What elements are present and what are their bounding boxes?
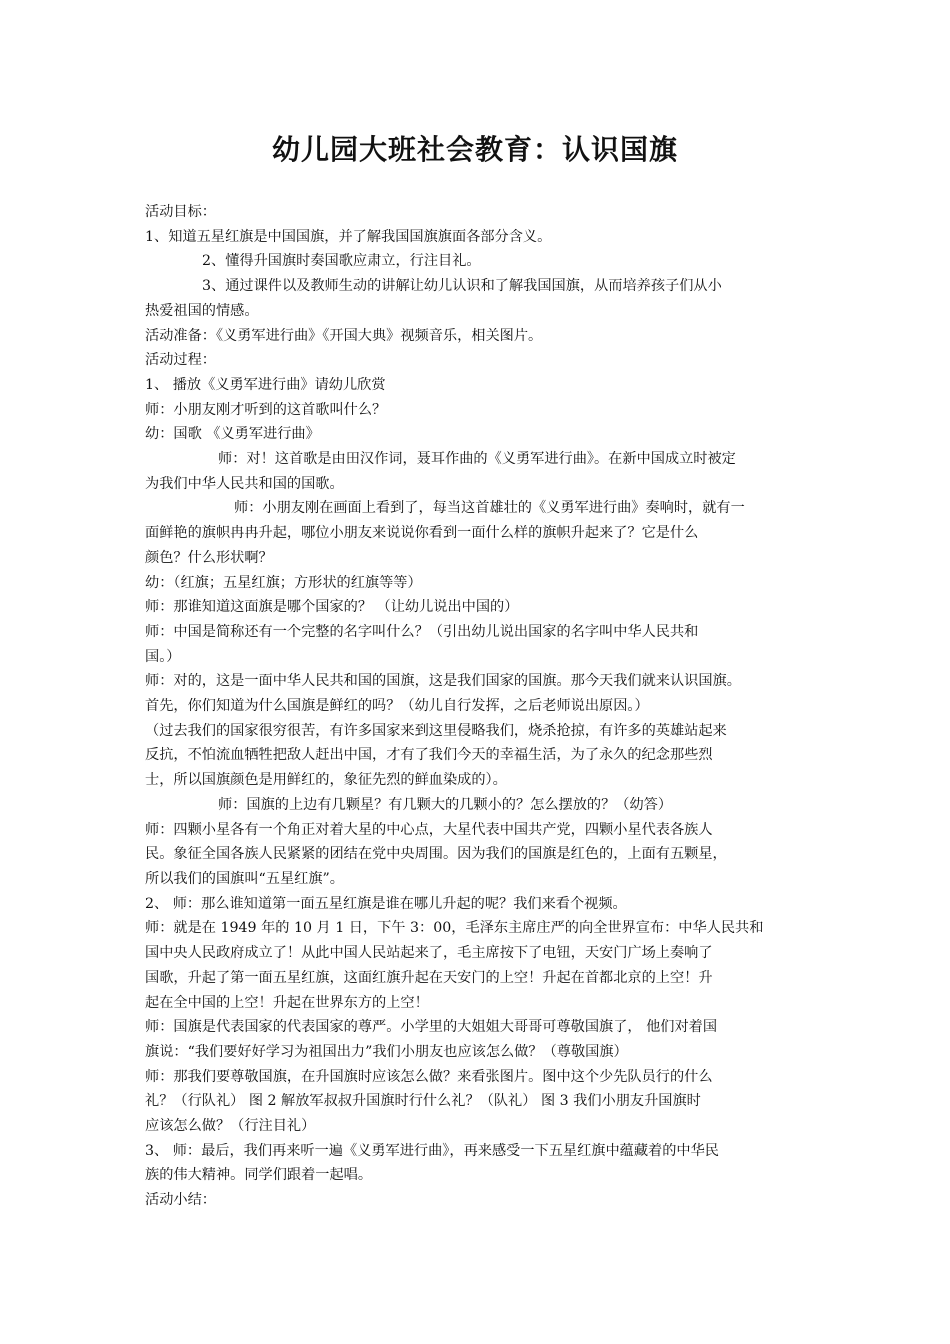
- text-line: 师：那谁知道这面旗是哪个国家的？ （让幼儿说出中国的）: [145, 599, 519, 616]
- text-line: 首先，你们知道为什么国旗是鲜红的吗？（幼儿自行发挥，之后老师说出原因。）: [145, 698, 649, 715]
- text-line: 活动准备：《义勇军进行曲》《开国大典》视频音乐，相关图片。: [145, 327, 543, 344]
- text-line: 活动目标：: [145, 204, 216, 220]
- text-line: 国。）: [145, 648, 181, 665]
- text-line: 1、知道五星红旗是中国国旗，并了解我国国旗旗面各部分含义。: [145, 228, 552, 245]
- text-line: 活动过程：: [145, 352, 216, 369]
- text-line: 国中央人民政府成立了！从此中国人民站起来了，毛主席按下了电钮，天安门广场上奏响了: [145, 945, 713, 962]
- text-line: 士，所以国旗颜色是用鲜红的，象征先烈的鲜血染成的）。: [145, 772, 507, 789]
- text-line: 反抗，不怕流血牺牲把敌人赶出中国，才有了我们今天的幸福生活，为了永久的纪念那些烈: [145, 747, 713, 764]
- text-line: 国歌，升起了第一面五星红旗，这面红旗升起在天安门的上空！升起在首都北京的上空！升: [145, 969, 713, 986]
- text-line: 旗说：“我们要好好学习为祖国出力”我们小朋友也应该怎么做？（尊敬国旗）: [145, 1043, 628, 1060]
- text-line: 颜色？什么形状啊？: [145, 549, 273, 566]
- document-title: 幼儿园大班社会教育：认识国旗: [271, 133, 678, 166]
- document-body: [145, 200, 815, 1213]
- text-line: 师：中国是简称还有一个完整的名字叫什么？（引出幼儿说出国家的名字叫中华人民共和: [145, 623, 699, 640]
- text-line: 师：四颗小星各有一个角正对着大星的中心点，大星代表中国共产党，四颗小星代表各族人: [145, 821, 713, 838]
- text-line: 礼？（行队礼） 图 2 解放军叔叔升国旗时行什么礼？（队礼） 图 3 我们小朋友升国旗时: [145, 1093, 701, 1110]
- text-line: 3、通过课件以及教师生动的讲解让幼儿认识和了解我国国旗，从而培养孩子们从小: [202, 278, 722, 295]
- text-line: 幼：国歌 《义勇军进行曲》: [145, 426, 320, 443]
- text-line: 师：就是在 1949 年的 10 月 1 日，下午 3：00，毛泽东主席庄严的向全世界宣布：中华人民共和: [145, 920, 764, 937]
- text-line: 活动小结：: [145, 1192, 216, 1209]
- text-line: 应该怎么做？（行注目礼）: [145, 1118, 316, 1135]
- text-line: 起在全中国的上空！升起在世界东方的上空！: [145, 994, 429, 1011]
- text-line: 民。象征全国各族人民紧紧的团结在党中央周围。因为我们的国旗是红色的，上面有五颗星，: [145, 846, 727, 863]
- text-line: 师：对！这首歌是由田汉作词，聂耳作曲的《义勇军进行曲》。在新中国成立时被定: [218, 451, 736, 468]
- text-line: 师：那我们要尊敬国旗，在升国旗时应该怎么做？来看张图片。图中这个少先队员行的什么: [145, 1068, 713, 1085]
- text-line: 师：对的，这是一面中华人民共和国的国旗，这是我们国家的国旗。那今天我们就来认识国旗。: [145, 673, 741, 690]
- text-line: 师：小朋友刚在画面上看到了，每当这首雄壮的《义勇军进行曲》奏响时，就有一: [234, 500, 745, 517]
- text-line: 幼：（红旗；五星红旗；方形状的红旗等等）: [145, 574, 422, 591]
- text-line: 1、 播放《义勇军进行曲》请幼儿欣赏: [145, 376, 386, 393]
- text-line: 师：小朋友刚才听到的这首歌叫什么？: [145, 401, 387, 418]
- text-line: 所以我们的国旗叫“五星红旗”。: [145, 870, 344, 887]
- text-line: 师：国旗的上边有几颗星？有几颗大的几颗小的？怎么摆放的？（幼答）: [218, 796, 673, 813]
- text-line: 为我们中华人民共和国的国歌。: [145, 475, 344, 492]
- text-line: 2、懂得升国旗时奏国歌应肃立，行注目礼。: [202, 253, 481, 270]
- text-line: 族的伟大精神。同学们跟着一起唱。: [145, 1167, 373, 1184]
- text-line: （过去我们的国家很穷很苦，有许多国家来到这里侵略我们，烧杀抢掠，有许多的英雄站起来: [145, 722, 727, 739]
- text-line: 面鲜艳的旗帜冉冉升起，哪位小朋友来说说你看到一面什么样的旗帜升起来了？它是什么: [145, 525, 699, 542]
- text-line: 师：国旗是代表国家的代表国家的尊严。小学里的大姐姐大哥哥可尊敬国旗了， 他们对着国: [145, 1019, 718, 1036]
- text-line: 热爱祖国的情感。: [145, 302, 259, 319]
- text-line: 2、 师：那么谁知道第一面五星红旗是谁在哪儿升起的呢？我们来看个视频。: [145, 895, 627, 912]
- text-line: 3、 师：最后，我们再来听一遍《义勇军进行曲》，再来感受一下五星红旗中蕴藏着的中华民: [145, 1142, 719, 1159]
